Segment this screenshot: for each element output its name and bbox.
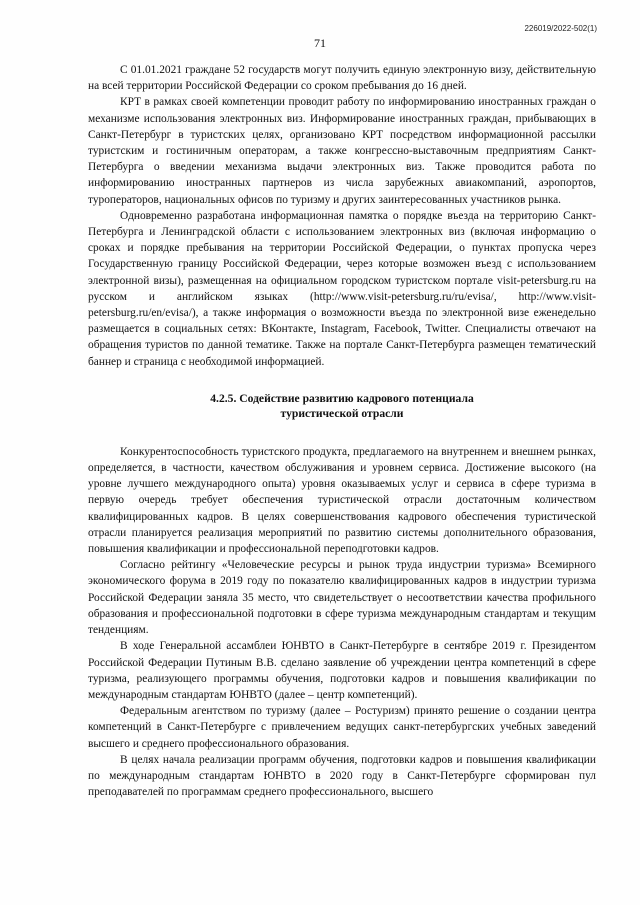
paragraph: С 01.01.2021 граждане 52 государств могут получить единую электронную визу, действительную на всей территории Российской Федерации со сроком пребывания до 16 дней.: [88, 64, 596, 93]
paragraph: Согласно рейтингу «Человеческие ресурсы и рынок труда индустрии туризма» Всемирного экономического форума в 2019 году по показателю квалифицированных кадров в индустрии туризма Российской Федерации заняла 35 место, что свидетельствует о несоответствии качества профильного образования и профессиональной подготовки в сфере туризма международным стандартам и текущим тенденциям.: [88, 559, 596, 637]
paragraph: Федеральным агентством по туризму (далее – Ростуризм) принято решение о создании центра компетенций в Санкт-Петербурге с привлечением ведущих санкт-петербургских учебных заведений высшего и среднего профессионального образования.: [88, 705, 596, 750]
paragraph: В ходе Генеральной ассамблеи ЮНВТО в Санкт-Петербурге в сентябре 2019 г. Президентом Российской Федерации Путиным В.В. сделано заявление об учреждении центра компетенций в сфере туризма, реализующего программы обучения, подготовки кадров и повышения квалификации по международным стандартам ЮНВТО (далее – центр компетенций).: [88, 640, 596, 701]
paragraph: Конкурентоспособность туристского продукта, предлагаемого на внутреннем и внешнем рынках, определяется, в частности, качеством обслуживания и уровнем сервиса. Достижение высокого (на уровне лучшего международного опыта) уровня оказываемых услуг и сервиса в сфере туризма в первую очередь требует обеспечения туристической отрасли достаточным количеством квалифицированных кадров. В целях совершенствования кадрового обеспечения туристической отрасли планируется реализация мероприятий по развитию системы дополнительного образования, повышения квалификации и профессиональной переподготовки кадров.: [88, 445, 596, 556]
section-title-line1: 4.2.5. Содействие развитию кадрового потенциала: [210, 391, 474, 405]
document-number: 226019/2022-502(1): [524, 24, 597, 33]
document-body: [88, 62, 596, 800]
section-heading: [88, 391, 596, 421]
paragraph: В целях начала реализации программ обучения, подготовки кадров и повышения квалификации по международным стандартам ЮНВТО в 2020 году в Санкт-Петербурге сформирован пул преподавателей по программам среднего профессионального, высшего: [88, 753, 596, 799]
section-title-line2: туристической отрасли: [280, 406, 404, 420]
paragraph: КРТ в рамках своей компетенции проводит работу по информированию иностранных граждан о механизме использования электронных виз. Информирование иностранных граждан, прибывающих в Санкт-Петербург в туристских целях, организовано КРТ посредством информационной рассылки туристским и гостиничным операторам, а также конгрессно-выставочным предприятиям Санкт-Петербурга о введении механизма выдачи электронных виз. Также проводится работа по информированию иностранных партнеров из числа зарубежных авиакомпаний, аэропортов, туроператоров, национальных офисов по туризму и других заинтересованных участников рынка.: [88, 96, 596, 206]
paragraph: Одновременно разработана информационная памятка о порядке въезда на территорию Санкт-Петербурга и Ленинградской области с использованием электронных виз (включая информацию о сроках и порядке пребывания на территории Российской Федерации, о пунктах пропуска через Государственную границу Российской Федерации, через которые возможен въезд с использованием электронной визы), размещенная на официальном городском туристском портале visit-petersburg.ru на русском и английском языках (http://www.visit-petersburg.ru/ru/evisa/, http://www.visit-petersburg.ru/en/evisa/), а также информация о возможности въезда по электронной визе еженедельно размещается в социальных сетях: ВКонтакте, Instagram, Facebook, Twitter. Специалисты отвечают на обращения туристов по данной тематике. Также на портале Санкт-Петербурга размещен тематический баннер и страница с необходимой информацией.: [88, 209, 596, 368]
page-number: 71: [314, 36, 326, 50]
